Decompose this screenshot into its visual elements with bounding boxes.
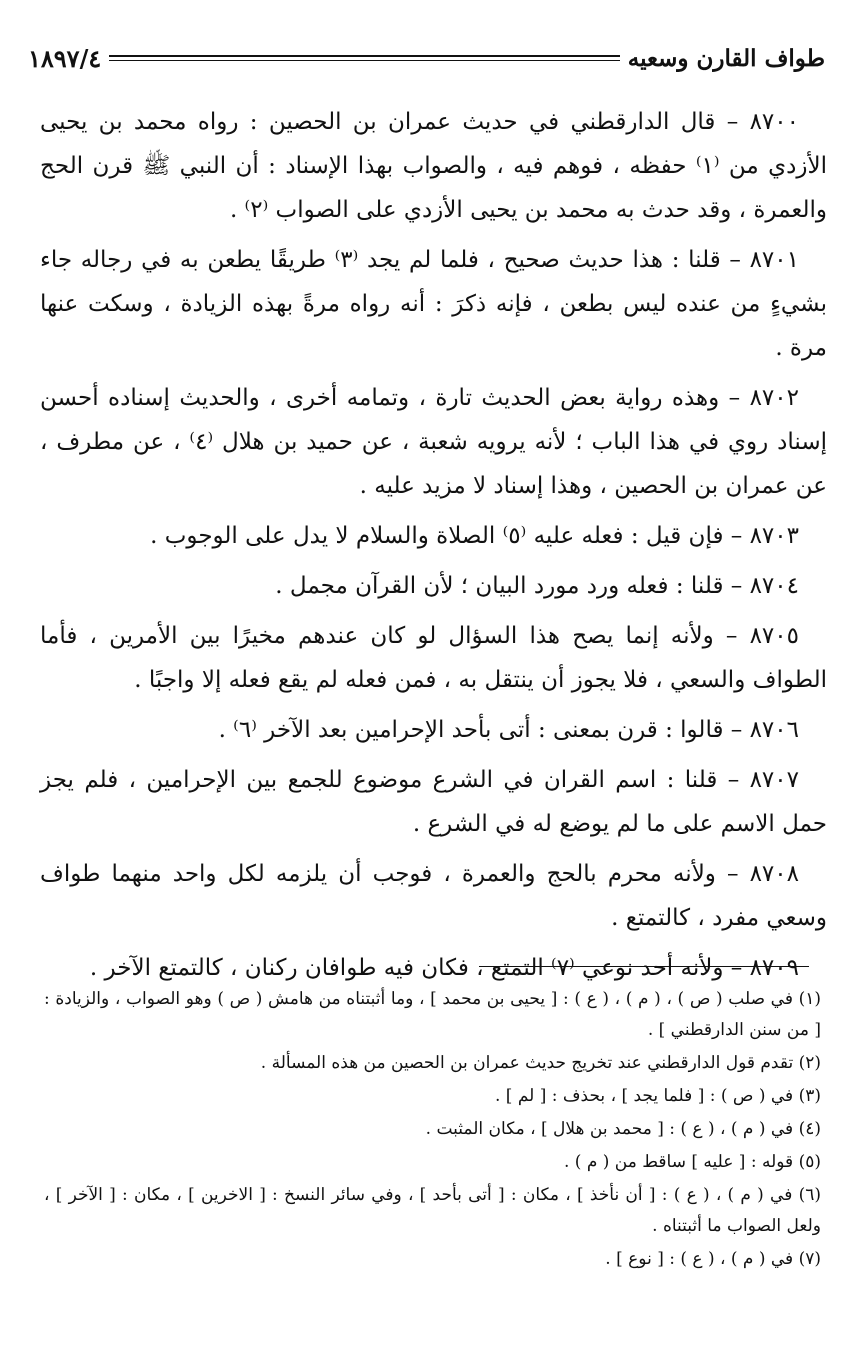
paragraph-8704: ٨٧٠٤ – قلنا : فعله ورد مورد البيان ؛ لأن القرآن مجمل .: [275, 573, 799, 599]
paragraph-8709: ٨٧٠٩ – ولأنه أحد نوعي ⁽٧⁾ التمتع ، فكان فيه طوافان ركنان ، كالتمتع الآخر .: [89, 955, 799, 981]
header-title: طواف القارن وسعيه: [627, 44, 825, 72]
page-number: ١٨٩٧/٤: [28, 43, 102, 73]
paragraph-8700: ٨٧٠٠ – قال الدارقطني في حديث عمران بن الحصين : رواه محمد بن يحيى الأزدي من ⁽١⁾ حفظه ، فوهم فيه ، والصواب بهذا الإسناد : أن النبي ﷺ قرن الحج والعمرة ، وقد حدث به محمد بن يحيى الأزدي على الصواب ⁽٢⁾ .: [40, 109, 827, 223]
paragraph-8707: ٨٧٠٧ – قلنا : اسم القران في الشرع موضوع للجمع بين الإحرامين ، فلم يجز حمل الاسم على ما لم يوضع له في الشرع .: [40, 767, 827, 837]
footnote-7: (٧) في ( م ) ، ( ع ) : [ نوع ] .: [605, 1249, 821, 1269]
paragraph-8703: ٨٧٠٣ – فإن قيل : فعله عليه ⁽٥⁾ الصلاة والسلام لا يدل على الوجوب .: [150, 523, 799, 549]
footnote-6: (٦) في ( م ) ، ( ع ) : [ أن نأخذ ] ، مكان : [ أتى بأحد ] ، وفي سائر النسخ : [ الاخرين ] ، مكان : [ الآخر ] ، ولعل الصواب ما أثبتناه .: [44, 1185, 821, 1236]
header-rule: [109, 55, 620, 61]
paragraph-8702: ٨٧٠٢ – وهذه رواية بعض الحديث تارة ، وتمامه أخرى ، والحديث إسناده أحسن إسناد روي في هذا الباب ؛ لأنه يرويه شعبة ، عن حميد بن هلال ⁽٤⁾ ، عن مطرف ، عن عمران بن الحصين ، وهذا إسناد لا مزيد عليه .: [40, 385, 827, 499]
footnotes: [44, 984, 821, 1277]
footnote-2: (٢) تقدم قول الدارقطني عند تخريج حديث عمران بن الحصين من هذه المسألة .: [260, 1053, 821, 1073]
footnote-4: (٤) في ( م ) ، ( ع ) : [ محمد بن هلال ] ، مكان المثبت .: [425, 1119, 821, 1139]
paragraph-8701: ٨٧٠١ – قلنا : هذا حديث صحيح ، فلما لم يجد ⁽٣⁾ طريقًا يطعن به في رجاله جاء بشيءٍ من عنده ليس بطعن ، فإنه ذكرَ : أنه رواه مرةً بهذه الزيادة ، وسكت عنها مرة .: [40, 247, 827, 361]
footnote-3: (٣) في ( ص ) : [ فلما يجد ] ، بحذف : [ لم ] .: [495, 1086, 821, 1106]
footnote-separator: [479, 966, 809, 967]
footnote-5: (٥) قوله : [ عليه ] ساقط من ( م ) .: [564, 1152, 821, 1172]
paragraph-8705: ٨٧٠٥ – ولأنه إنما يصح هذا السؤال لو كان عندهم مخيرًا بين الأمرين ، فأما الطواف والسعي ، فلا يجوز أن ينتقل به ، فمن فعله لم يقع فعله إلا واجبًا .: [40, 623, 827, 693]
paragraph-8708: ٨٧٠٨ – ولأنه محرم بالحج والعمرة ، فوجب أن يلزمه لكل واحد منهما طواف وسعي مفرد ، كالتمتع .: [40, 861, 827, 931]
main-text: [40, 100, 827, 996]
footnote-1: (١) في صلب ( ص ) ، ( م ) ، ( ع ) : [ يحيى بن محمد ] ، وما أثبتناه من هامش ( ص ) وهو الصواب ، والزيادة : [ من سنن الدارقطني ] .: [44, 989, 821, 1040]
paragraph-8706: ٨٧٠٦ – قالوا : قرن بمعنى : أتى بأحد الإحرامين بعد الآخر ⁽٦⁾ .: [218, 717, 799, 743]
running-header: [28, 38, 825, 78]
